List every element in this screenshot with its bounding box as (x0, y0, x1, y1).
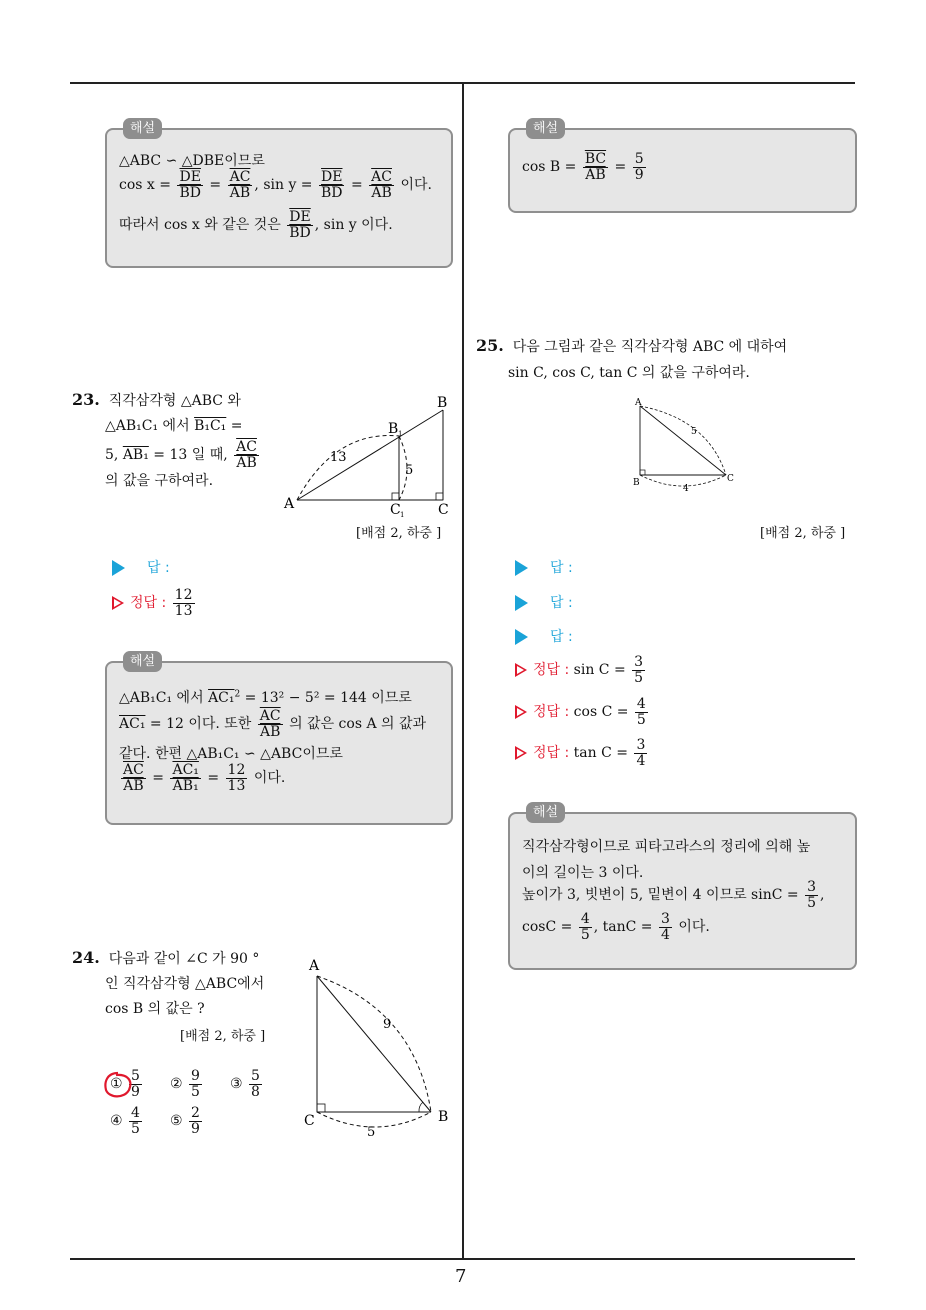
solution-line: 이의 길이는 3 이다. (522, 865, 644, 881)
solution-line: △AB₁C₁ 에서 AC₁$^2$ = 13² − 5² = 144 이므로 (119, 689, 412, 706)
label-C1: C (390, 502, 401, 518)
solution-line: 직각삼각형이므로 피타고라스의 정리에 의해 높 (522, 839, 811, 855)
question-24: 24. 다음과 같이 ∠C 가 90 ° (72, 948, 260, 967)
label-A: A (284, 496, 295, 512)
column-divider (462, 83, 464, 1259)
choice-5[interactable]: ⑤ $\frac{2}{9}$ (170, 1105, 200, 1137)
answer-25-1: 답 : (515, 557, 573, 577)
question-24-line: cos B 의 값은 ? (105, 1001, 205, 1017)
solution-line: cosC = $\frac{4}{5}$ , tanC = $\frac{3}{4}$ 이다. (522, 911, 710, 943)
solution-line: △ABC ∽ △DBE이므로 (119, 153, 265, 169)
solution-line: 같다. 한편 △AB₁C₁ ∽ △ABC이므로 (119, 746, 343, 762)
play-icon (515, 629, 528, 645)
choice-2[interactable]: ② $\frac{9}{5}$ (170, 1068, 200, 1100)
correct-answer-23: 정답 : $\frac{12}{13}$ (112, 588, 197, 618)
question-23-line: 5, AB₁ = 13 일 때, $\frac{\overline{AC}}{AB}$ (105, 439, 257, 471)
solution-line: cos x = $\frac{\overline{DE}}{BD}$ = $\frac{\overline{AC}}{AB}$ , sin y = $\frac{\overline{DE}}{BD}$ = $\frac{\overline{AC}}{AB}$ 이다. (119, 169, 432, 201)
bottom-rule (70, 1258, 855, 1260)
correct-answer-25-sin: 정답 : sin C = $\frac{3}{5}$ (515, 655, 647, 685)
solution-line: cos B = $\frac{\overline{BC}}{AB}$ = $\frac{5}{9}$ (522, 151, 644, 183)
solution-box-23 (105, 654, 453, 825)
answer-25-3: 답 : (515, 626, 573, 646)
play-icon (515, 560, 528, 576)
question-24-line: 인 직각삼각형 △ABC에서 (105, 976, 265, 992)
choice-1[interactable]: ① $\frac{5}{9}$ (110, 1068, 140, 1100)
solution-box-22 (105, 121, 453, 268)
question-23: 23. 직각삼각형 △ABC 와 (72, 390, 241, 409)
play-icon (112, 560, 125, 576)
score-24: [배점 2, 하중 ] (180, 1029, 266, 1044)
label-5: 5 (405, 463, 414, 478)
label-C: C (304, 1113, 315, 1129)
label-B: B (437, 395, 448, 411)
label-C: C (438, 502, 449, 518)
solution-tag: 해설 (526, 118, 565, 139)
question-25: 25. 다음 그림과 같은 직각삼각형 ABC 에 대하여 (476, 336, 788, 355)
question-23-line: △AB₁C₁ 에서 B₁C₁ = (105, 418, 243, 434)
label-B1-sub: 1 (398, 430, 403, 438)
choice-3[interactable]: ③ $\frac{5}{8}$ (230, 1068, 260, 1100)
choice-4[interactable]: ④ $\frac{4}{5}$ (110, 1105, 140, 1137)
label-13: 13 (330, 450, 347, 465)
label-C: C (727, 474, 734, 484)
answer-23: 답 : (112, 557, 170, 577)
solution-line: AC₁ = 12 이다. 또한 $\frac{\overline{AC}}{AB}$ 의 값은 cos A 의 값과 (119, 708, 427, 740)
score-25: [배점 2, 하중 ] (760, 526, 846, 541)
selected-circle-mark (102, 1070, 134, 1100)
score-23: [배점 2, 하중 ] (356, 526, 442, 541)
solution-tag: 해설 (526, 802, 565, 823)
label-5: 5 (367, 1125, 376, 1140)
triangle-outline-icon (112, 596, 124, 610)
solution-box-25 (508, 805, 857, 970)
solution-tag: 해설 (123, 651, 162, 672)
solution-line: 높이가 3, 빗변이 5, 밑변이 4 이므로 sinC = $\frac{3}{5}$ , (522, 879, 825, 911)
label-B: B (633, 478, 640, 488)
figure-25 (628, 394, 743, 494)
triangle-outline-icon (515, 663, 527, 677)
correct-answer-25-cos: 정답 : cos C = $\frac{4}{5}$ (515, 697, 650, 727)
play-icon (515, 595, 528, 611)
solution-line: 따라서 cos x 와 같은 것은 $\frac{\overline{DE}}{BD}$ , sin y 이다. (119, 209, 393, 241)
figure-24 (295, 950, 460, 1140)
answer-25-2: 답 : (515, 592, 573, 612)
label-A: A (635, 398, 642, 408)
solution-tag: 해설 (123, 118, 162, 139)
label-B: B (438, 1109, 449, 1125)
correct-answer-25-tan: 정답 : tan C = $\frac{3}{4}$ (515, 738, 649, 768)
figure-23 (280, 390, 460, 520)
solution-line: $\frac{\overline{AC}}{AB}$ = $\frac{\text{AC₁}}{\text{AB₁}}$ = $\frac{12}{13}$ 이다. (123, 762, 286, 794)
page-number: 7 (455, 1266, 467, 1287)
triangle-outline-icon (515, 705, 527, 719)
label-5: 5 (691, 427, 697, 437)
label-4: 4 (683, 484, 689, 494)
question-25-line: sin C, cos C, tan C 의 값을 구하여라. (508, 365, 750, 381)
label-9: 9 (383, 1017, 392, 1032)
triangle-outline-icon (515, 746, 527, 760)
label-C1-sub: 1 (400, 511, 405, 519)
question-23-line: 의 값을 구하여라. (105, 473, 214, 489)
label-A: A (309, 958, 320, 974)
label-B1: B (388, 421, 399, 437)
solution-box-24 (508, 121, 857, 213)
